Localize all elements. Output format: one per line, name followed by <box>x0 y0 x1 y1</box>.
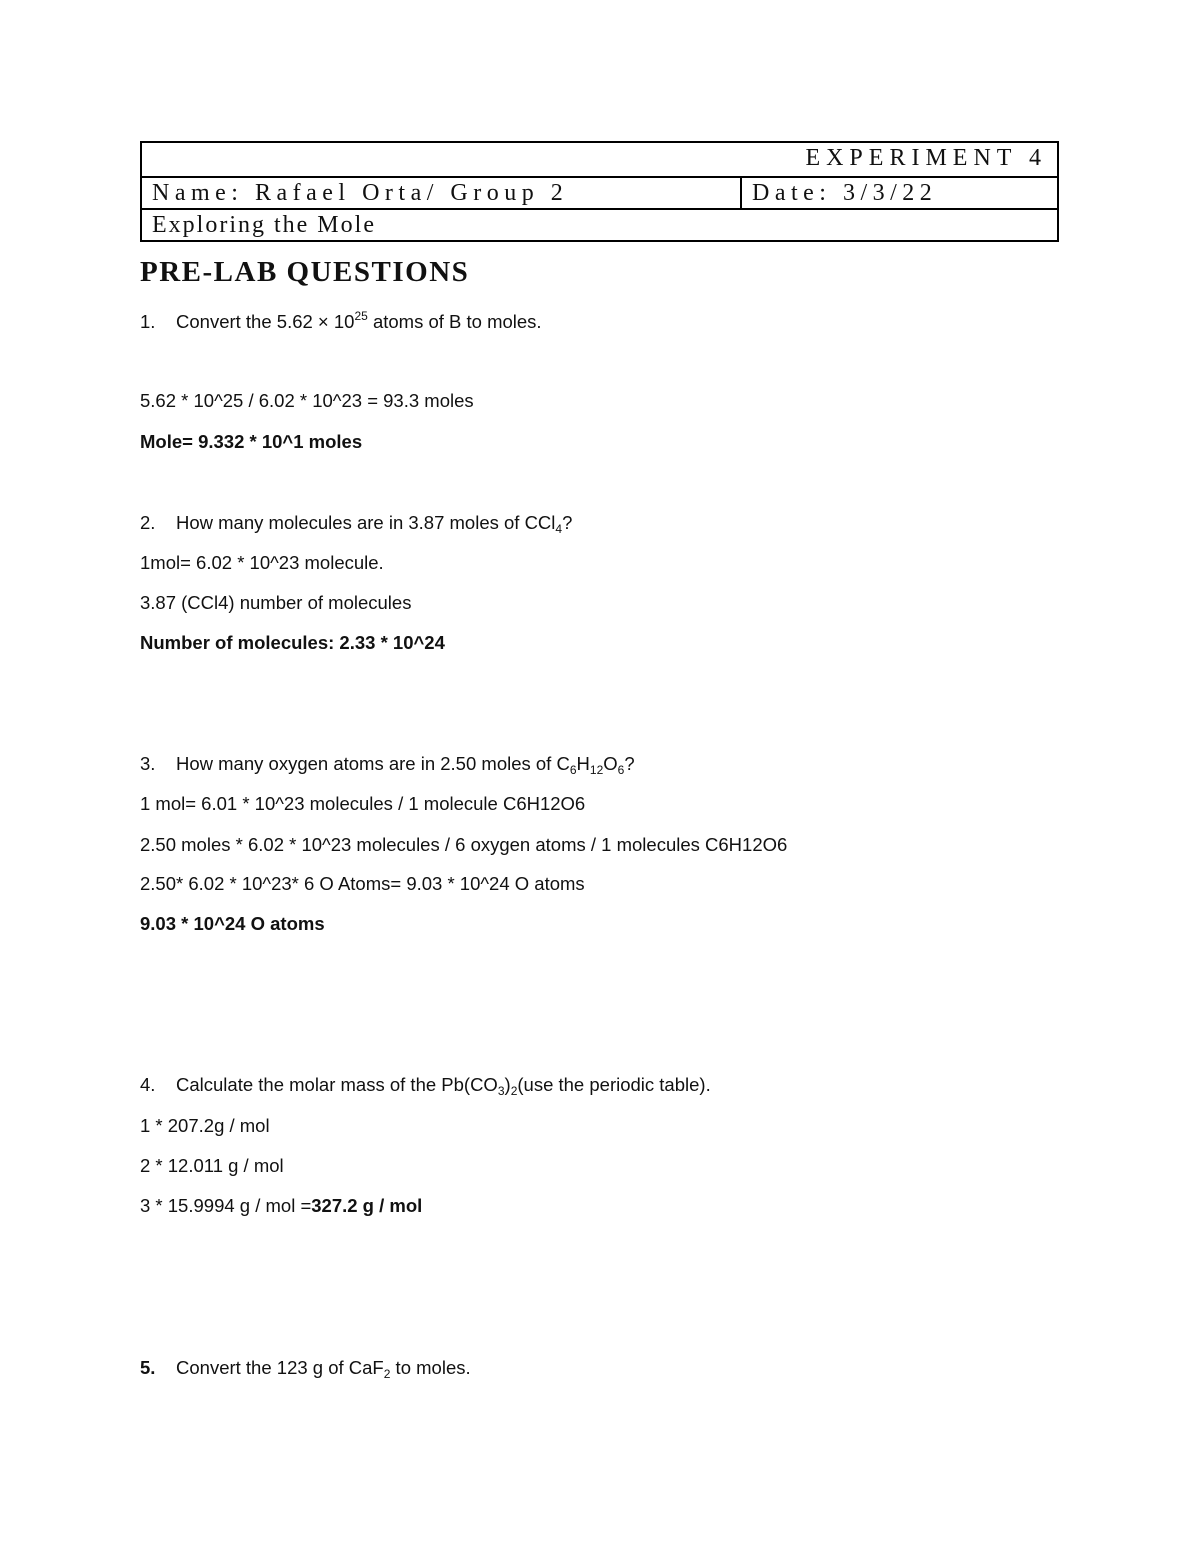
question-text-end: ? <box>624 753 635 774</box>
subscript: 4 <box>555 522 563 536</box>
header-row-title <box>142 208 1057 240</box>
q4-work-1: 1 * 207.2g / mol <box>140 1115 270 1136</box>
q1-answer: Mole= 9.332 * 10^1 moles <box>140 431 363 452</box>
question-number: 2. <box>140 512 156 533</box>
question-text-end: to moles. <box>390 1357 471 1378</box>
formula-part: H <box>576 753 590 774</box>
q3-work-3: 2.50* 6.02 * 10^23* 6 O Atoms= 9.03 * 10^24 O atoms <box>140 873 585 894</box>
question-1 <box>140 309 542 333</box>
formula-part: O <box>603 753 618 774</box>
q4-work-3-text: 3 * 15.9994 g / mol = <box>140 1195 312 1216</box>
question-4 <box>140 1074 711 1098</box>
formula-part: ) <box>504 1074 511 1095</box>
q3-work-2: 2.50 moles * 6.02 * 10^23 molecules / 6 oxygen atoms / 1 molecules C6H12O6 <box>140 834 788 855</box>
subscript: 2 <box>510 1084 518 1098</box>
question-text: Calculate the molar mass of the Pb(CO <box>176 1074 498 1095</box>
q4-work-2: 2 * 12.011 g / mol <box>140 1155 284 1176</box>
subscript: 12 <box>589 763 604 777</box>
experiment-date: Date: 3/3/22 <box>752 180 938 206</box>
question-number: 5. <box>140 1357 156 1378</box>
question-2 <box>140 512 572 536</box>
q2-answer: Number of molecules: 2.33 * 10^24 <box>140 632 445 653</box>
q1-work: 5.62 * 10^25 / 6.02 * 10^23 = 93.3 moles <box>140 390 474 411</box>
experiment-title: Exploring the Mole <box>152 212 376 238</box>
q2-work-2: 3.87 (CCl4) number of molecules <box>140 592 412 613</box>
question-5 <box>140 1357 471 1381</box>
question-3 <box>140 753 635 777</box>
question-text: Convert the 123 g of CaF <box>176 1357 384 1378</box>
question-text-end: ? <box>562 512 573 533</box>
question-text-end: (use the periodic table). <box>517 1074 711 1095</box>
section-title: PRE-LAB QUESTIONS <box>140 256 470 288</box>
header-row-experiment <box>142 143 1057 176</box>
student-name: Name: Rafael Orta/ Group 2 <box>142 178 742 208</box>
q3-answer: 9.03 * 10^24 O atoms <box>140 913 325 934</box>
q3-work-1: 1 mol= 6.01 * 10^23 molecules / 1 molecule C6H12O6 <box>140 793 586 814</box>
question-text: Convert the 5.62 × 10 <box>176 311 355 332</box>
subscript: 6 <box>569 763 577 777</box>
experiment-header-table <box>140 141 1059 242</box>
experiment-number: EXPERIMENT 4 <box>805 145 1047 171</box>
question-text: How many oxygen atoms are in 2.50 moles of C <box>176 753 570 774</box>
subscript: 6 <box>617 763 625 777</box>
subscript: 3 <box>497 1084 505 1098</box>
subscript: 2 <box>383 1367 391 1381</box>
question-number: 3. <box>140 753 156 774</box>
question-text-end: atoms of B to moles. <box>367 311 542 332</box>
question-number: 4. <box>140 1074 156 1095</box>
question-number: 1. <box>140 311 156 332</box>
exponent: 25 <box>354 309 368 323</box>
header-row-name-date <box>142 176 1057 208</box>
q4-answer: 327.2 g / mol <box>311 1195 423 1216</box>
q2-work-1: 1mol= 6.02 * 10^23 molecule. <box>140 552 384 573</box>
question-text: How many molecules are in 3.87 moles of CCl <box>176 512 556 533</box>
q4-work-3 <box>140 1195 422 1217</box>
